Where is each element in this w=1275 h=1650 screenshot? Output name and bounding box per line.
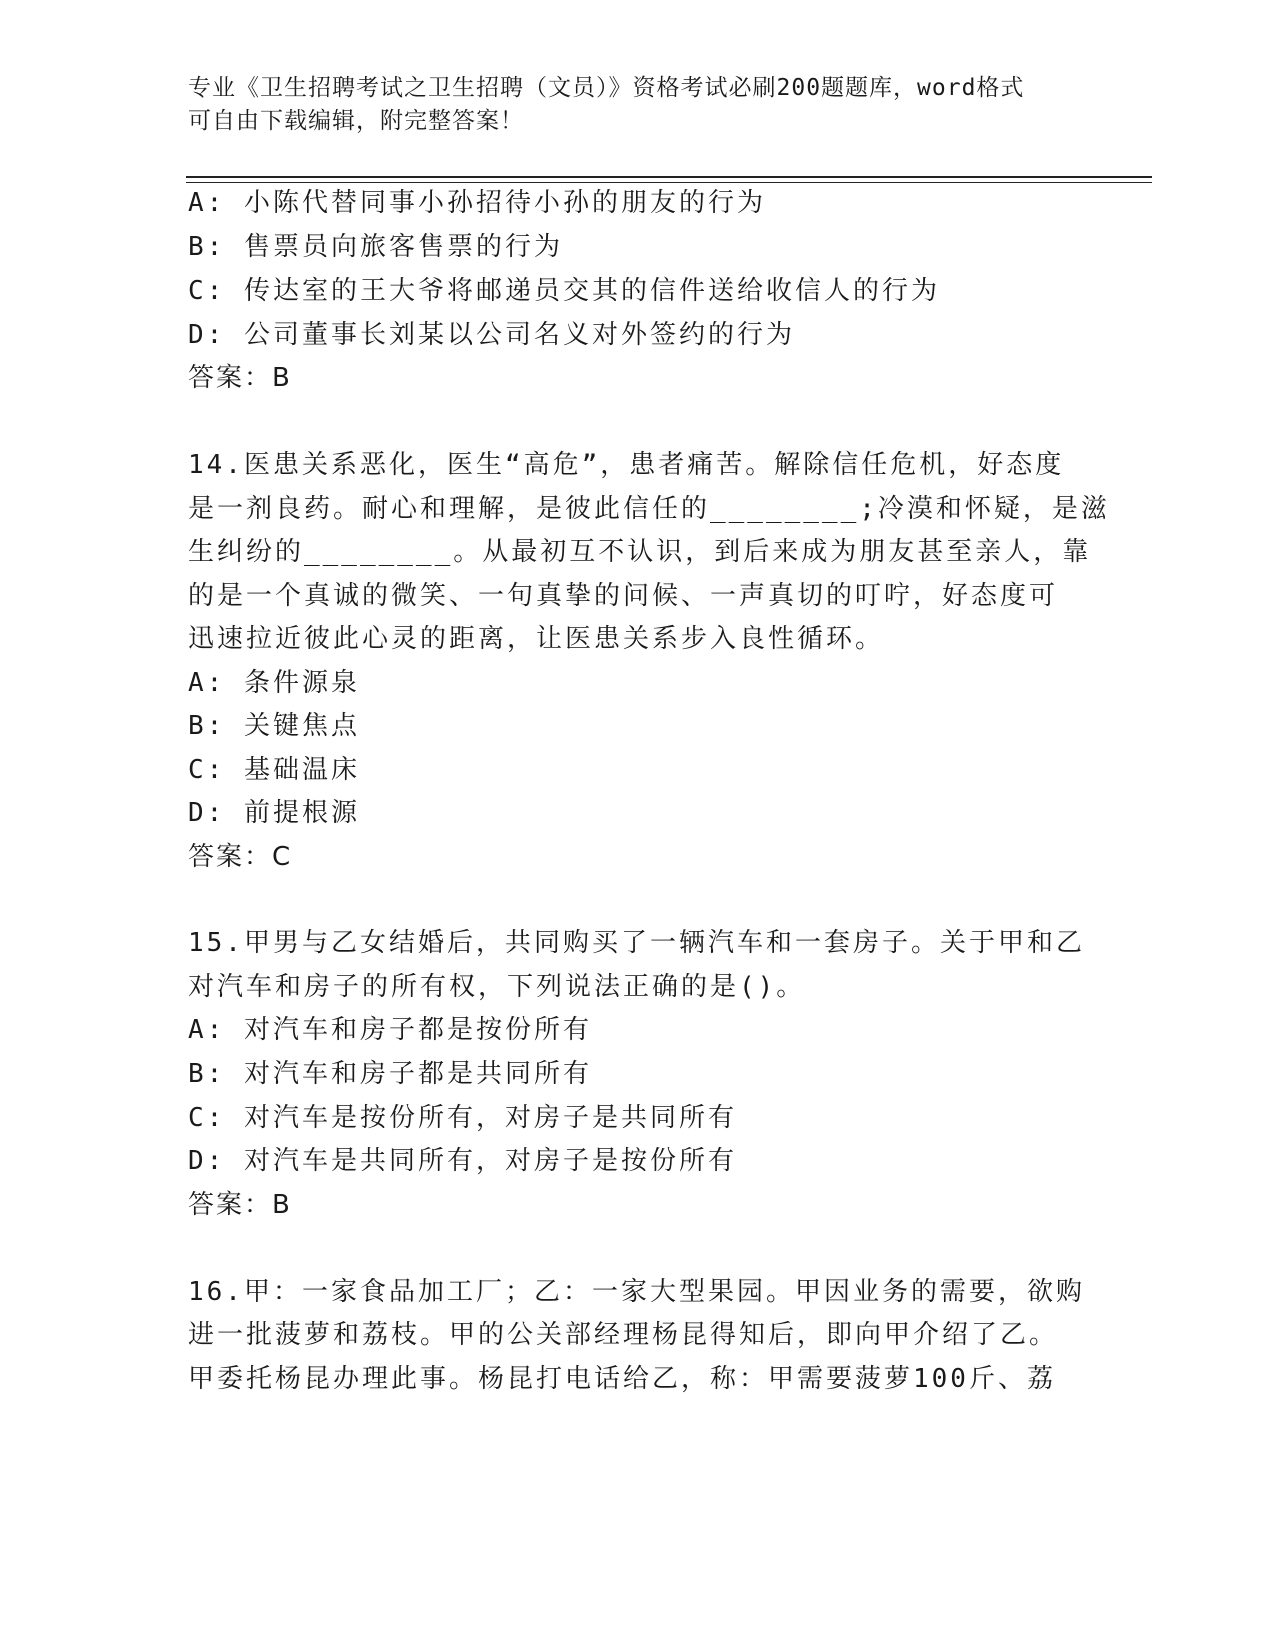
q14-option-a: A: 条件源泉 xyxy=(188,668,360,698)
q13-option-c: C: 传达室的王大爷将邮递员交其的信件送给收信人的行为 xyxy=(188,276,940,306)
q14-stem-line-5: 迅速拉近彼此心灵的距离，让医患关系步入良性循环。 xyxy=(188,624,885,654)
q14-option-c: C: 基础温床 xyxy=(188,755,360,785)
q14-answer: 答案：C xyxy=(188,842,293,872)
q16-stem-line-3: 甲委托杨昆办理此事。杨昆打电话给乙，称：甲需要菠萝100斤、荔 xyxy=(188,1364,1056,1394)
q14-stem-line-4: 的是一个真诚的微笑、一句真挚的问候、一声真切的叮咛，好态度可 xyxy=(188,581,1059,611)
q15-stem-line-1: 15.甲男与乙女结婚后，共同购买了一辆汽车和一套房子。关于甲和乙 xyxy=(188,928,1085,958)
q13-option-d: D: 公司董事长刘某以公司名义对外签约的行为 xyxy=(188,320,795,350)
q15-option-a: A: 对汽车和房子都是按份所有 xyxy=(188,1015,592,1045)
q15-option-b: B: 对汽车和房子都是共同所有 xyxy=(188,1059,592,1089)
q16-stem-line-2: 进一批菠萝和荔枝。甲的公关部经理杨昆得知后，即向甲介绍了乙。 xyxy=(188,1320,1059,1350)
q14-stem-line-1: 14.医患关系恶化，医生“高危”，患者痛苦。解除信任危机，好态度 xyxy=(188,450,1065,480)
q13-option-a: A: 小陈代替同事小孙招待小孙的朋友的行为 xyxy=(188,188,766,218)
q14-stem-line-2: 是一剂良药。耐心和理解，是彼此信任的________;冷漠和怀疑，是滋 xyxy=(188,494,1110,524)
q15-option-d: D: 对汽车是共同所有，对房子是按份所有 xyxy=(188,1146,737,1176)
q15-answer: 答案：B xyxy=(188,1190,292,1220)
header-title-line-1: 专业《卫生招聘考试之卫生招聘（文员）》资格考试必刷200题题库，word格式 xyxy=(188,75,1025,101)
header-rule-thick xyxy=(186,176,1152,178)
document-header xyxy=(188,72,1068,138)
q14-option-d: D: 前提根源 xyxy=(188,798,360,828)
q13-option-b: B: 售票员向旅客售票的行为 xyxy=(188,232,563,262)
q16-stem-line-1: 16.甲：一家食品加工厂；乙：一家大型果园。甲因业务的需要，欲购 xyxy=(188,1277,1085,1307)
header-rule-thin xyxy=(186,182,1152,183)
header-title-line-2: 可自由下载编辑，附完整答案！ xyxy=(188,108,524,134)
q14-option-b: B: 关键焦点 xyxy=(188,711,360,741)
q15-option-c: C: 对汽车是按份所有，对房子是共同所有 xyxy=(188,1103,737,1133)
q15-stem-line-2: 对汽车和房子的所有权，下列说法正确的是()。 xyxy=(188,972,806,1002)
q13-answer: 答案：B xyxy=(188,363,292,393)
q14-stem-line-3: 生纠纷的________。从最初互不认识，到后来成为朋友甚至亲人，靠 xyxy=(188,537,1092,567)
